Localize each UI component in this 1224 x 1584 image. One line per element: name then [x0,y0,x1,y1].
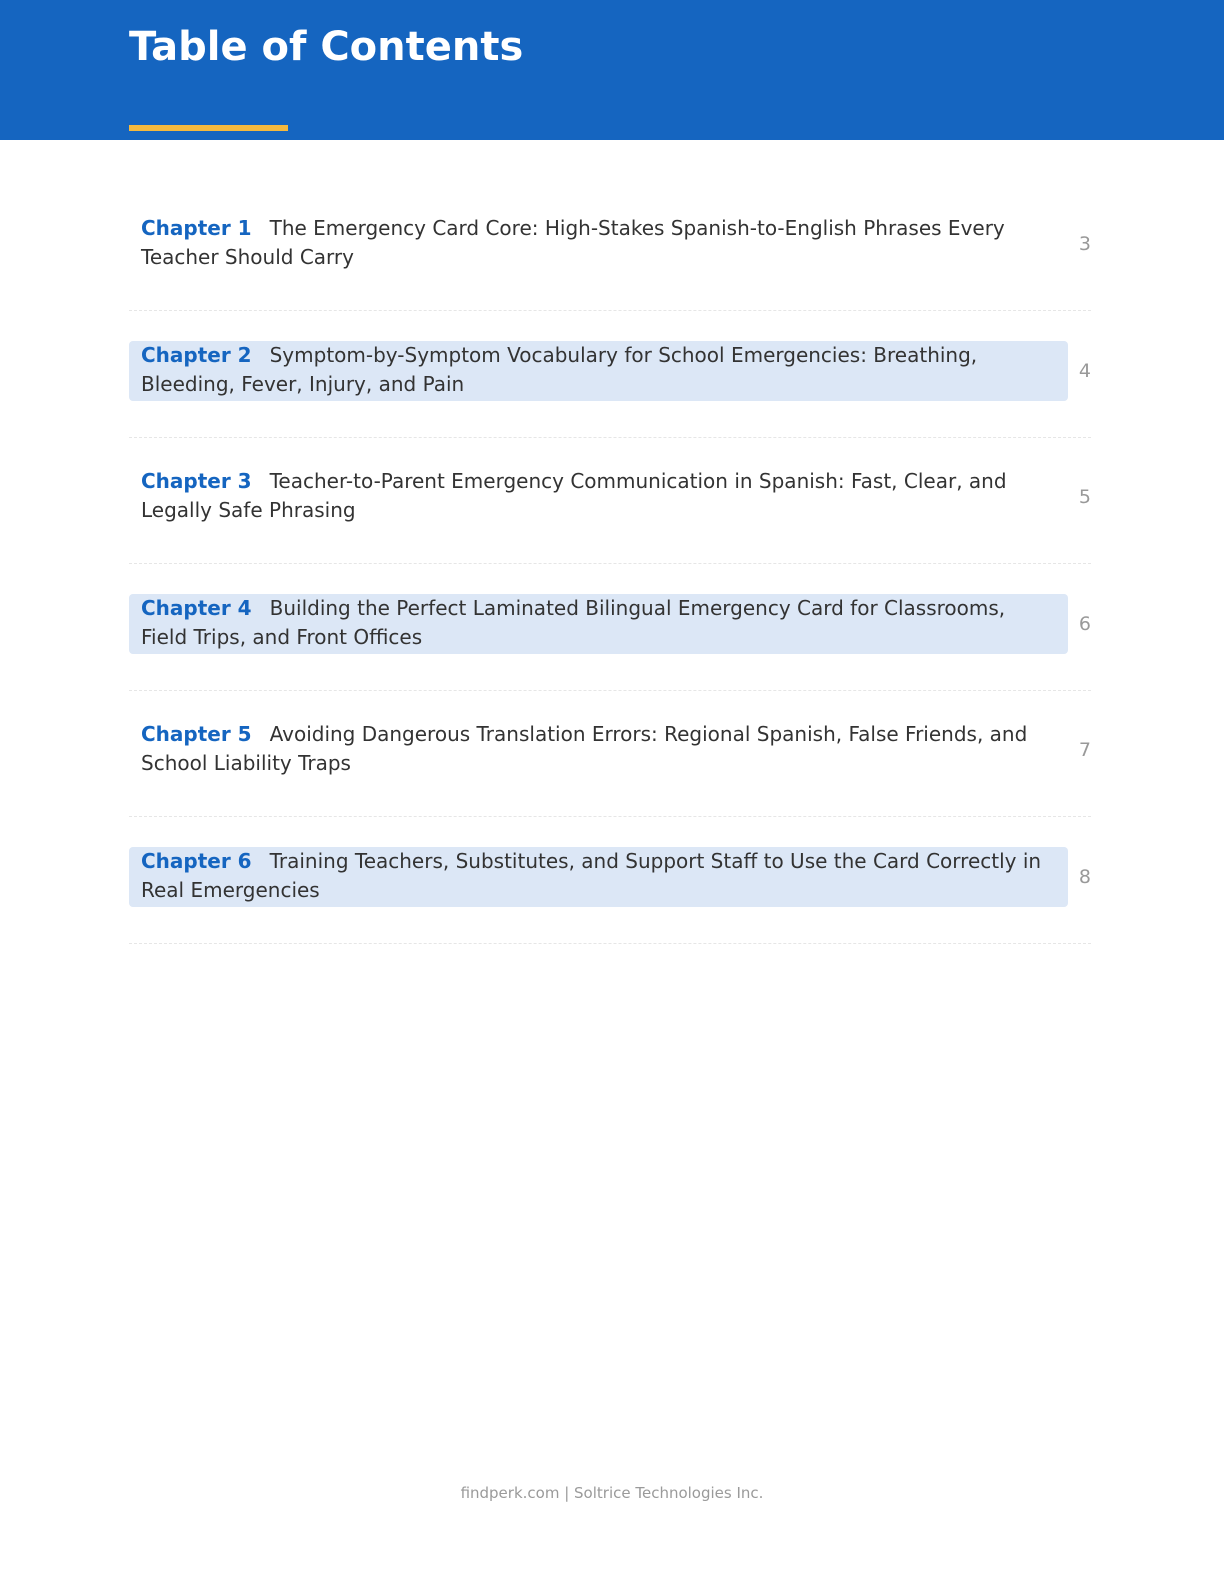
page-number: 7 [1078,739,1091,761]
header-banner [0,0,1224,140]
toc-entry-chapter-6[interactable] [129,847,1091,974]
toc-entry-chapter-4[interactable] [129,594,1091,721]
page-number: 4 [1078,359,1091,382]
chapter-title[interactable]: Training Teachers, Substitutes, and Support Staff to Use the Card Correctly in Real Emergencies [141,848,1042,902]
chapter-title[interactable]: Building the Perfect Laminated Bilingual Emergency Card for Classrooms, Field Trips, and Front Offices [141,595,1006,649]
chapter-label: Chapter 6 [141,848,252,873]
page-title: Table of Contents [129,24,524,70]
chapter-title[interactable]: Teacher-to-Parent Emergency Communication in Spanish: Fast, Clear, and Legally Safe Phrasing [141,469,1007,522]
toc-entry-text [129,214,1068,274]
chapter-title[interactable]: Symptom-by-Symptom Vocabulary for School Emergencies: Breathing, Bleeding, Fever, Injury, and Pain [141,342,978,396]
chapter-label: Chapter 5 [141,722,252,746]
chapter-label: Chapter 4 [141,595,252,620]
toc-entry-chapter-1[interactable] [129,214,1091,341]
chapter-label: Chapter 3 [141,469,252,493]
table-of-contents [129,214,1091,973]
page-number: 5 [1078,486,1091,508]
page-number: 6 [1078,612,1091,635]
toc-entry-text [129,594,1068,654]
title-accent-bar [129,125,288,131]
toc-entry-text [129,720,1068,780]
toc-entry-text [129,341,1068,401]
toc-entry-chapter-2[interactable] [129,341,1091,468]
page-number: 3 [1078,233,1091,255]
toc-entry-text [129,467,1068,527]
toc-entry-chapter-5[interactable] [129,720,1091,847]
chapter-title[interactable]: Avoiding Dangerous Translation Errors: Regional Spanish, False Friends, and School Liability Traps [141,722,1028,775]
chapter-title[interactable]: The Emergency Card Core: High-Stakes Spanish-to-English Phrases Every Teacher Should Carry [141,216,1005,269]
chapter-label: Chapter 1 [141,216,252,240]
chapter-label: Chapter 2 [141,342,252,367]
page-footer: findperk.com | Soltrice Technologies Inc. [460,1484,764,1502]
page-number: 8 [1078,865,1091,888]
toc-entry-text [129,847,1068,907]
toc-entry-chapter-3[interactable] [129,467,1091,594]
